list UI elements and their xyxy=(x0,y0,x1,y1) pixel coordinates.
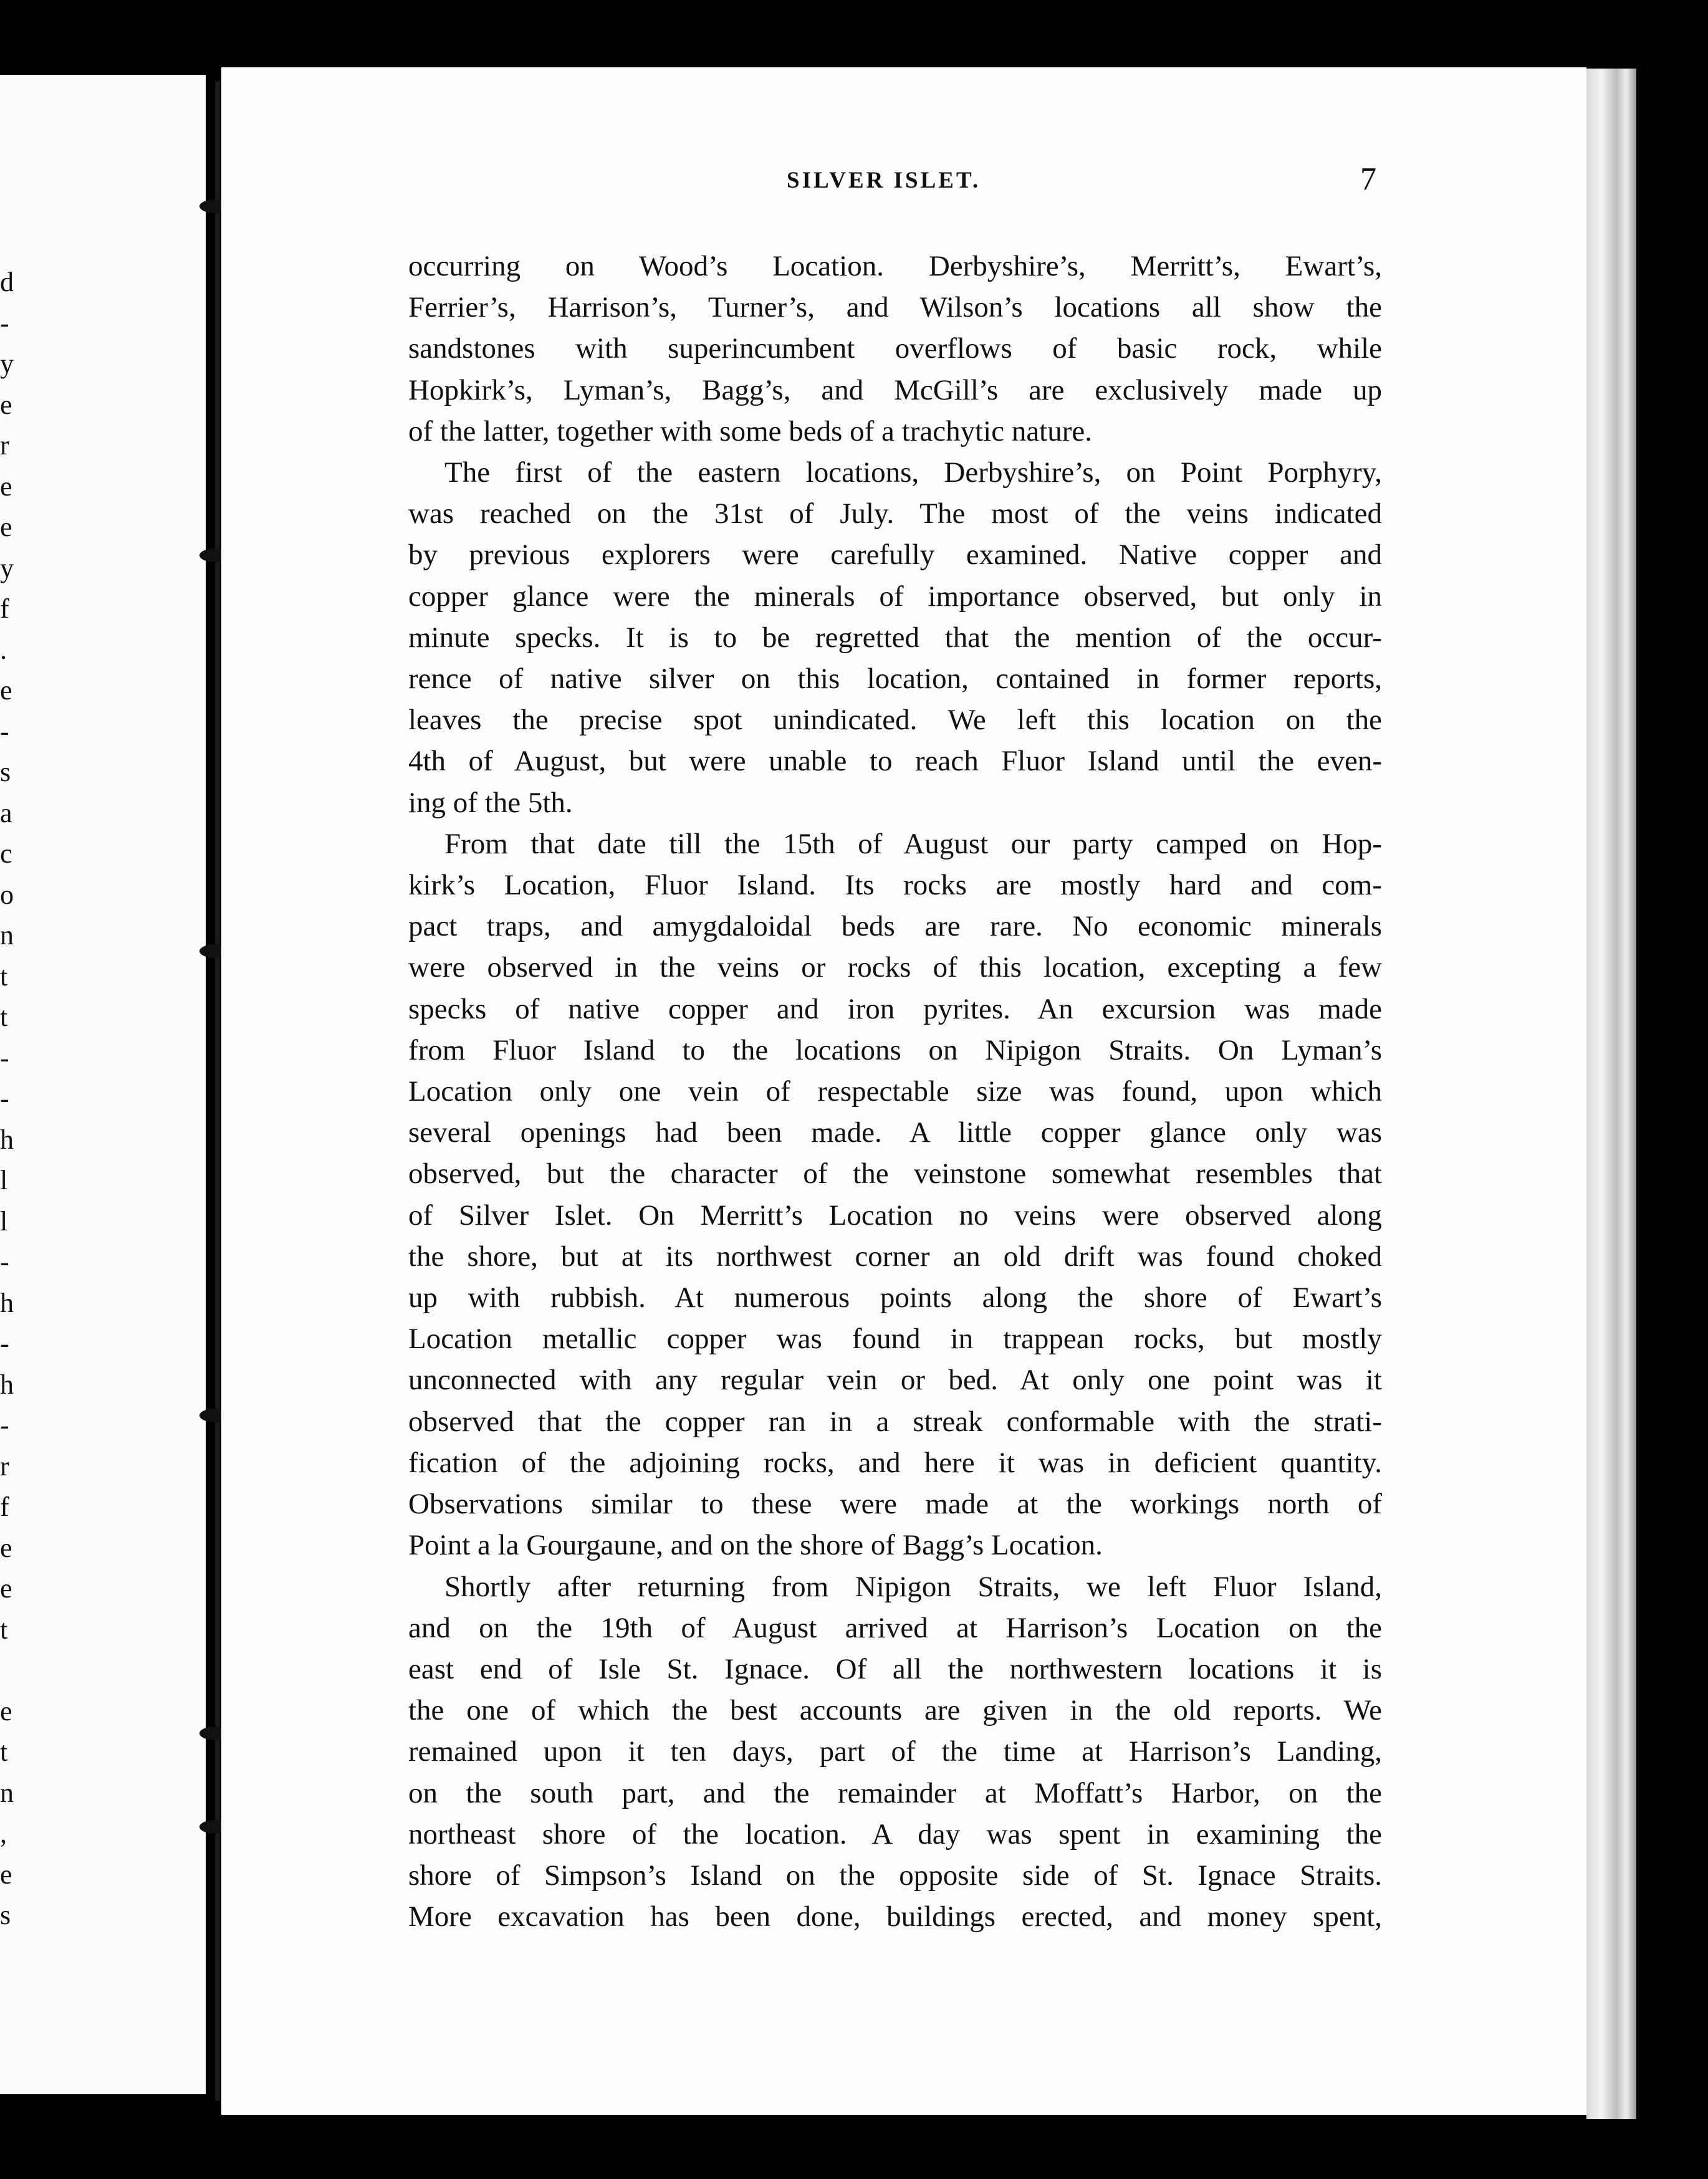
running-head: SILVER ISLET. xyxy=(787,168,981,193)
facing-page-char: t xyxy=(0,960,8,992)
facing-page-char: e xyxy=(0,471,12,502)
facing-page-char: e xyxy=(0,1859,12,1890)
facing-page-char: l xyxy=(0,1165,8,1195)
text-line: Hopkirk’s, Lyman’s, Bagg’s, and McGill’s are exclusively made up xyxy=(408,373,1382,406)
facing-page-char: - xyxy=(0,1328,9,1359)
facing-page-char: s xyxy=(0,1900,11,1930)
text-line: by previous explorers were carefully examined. Native copper and xyxy=(408,539,1382,572)
text-line: remained upon it ten days, part of the time at Harrison’s Landing, xyxy=(408,1735,1382,1768)
facing-page-char: l xyxy=(0,1205,8,1237)
facing-page-char: e xyxy=(0,389,12,420)
facing-page-char: - xyxy=(0,1247,9,1277)
text-line: observed that the copper ran in a streak conformable with the strati- xyxy=(408,1405,1382,1438)
text-line: was reached on the 31st of July. The most of the veins indicated xyxy=(408,497,1382,530)
text-line: From that date till the 15th of August our party camped on Hop- xyxy=(444,827,1382,860)
facing-page-char: , xyxy=(0,1818,7,1849)
binding-gutter xyxy=(215,81,220,2100)
text-line: the shore, but at its northwest corner an old drift was found choked xyxy=(408,1240,1382,1273)
facing-page-char: y xyxy=(0,552,14,583)
text-line: Location metallic copper was found in trappean rocks, but mostly xyxy=(408,1323,1382,1356)
facing-page-char: - xyxy=(0,1083,9,1114)
facing-page-char: f xyxy=(0,593,9,624)
text-line: 4th of August, but were unable to reach Fluor Island until the even- xyxy=(408,745,1382,778)
text-line: rence of native silver on this location, contained in former reports, xyxy=(408,663,1382,696)
text-line: several openings had been made. A little copper glance only was xyxy=(408,1116,1382,1149)
text-line: observed, but the character of the veinstone somewhat resembles that xyxy=(408,1157,1382,1190)
paragraph xyxy=(408,452,1382,823)
facing-page-char: h xyxy=(0,1124,14,1155)
facing-page-char: - xyxy=(0,1410,9,1440)
text-line: Ferrier’s, Harrison’s, Turner’s, and Wilson’s locations all show the xyxy=(408,291,1382,324)
facing-page-char: - xyxy=(0,1042,9,1073)
facing-page-char: r xyxy=(0,430,9,461)
text-line: Point a la Gourgaune, and on the shore of Bagg’s Location. xyxy=(408,1529,1103,1562)
text-line: kirk’s Location, Fluor Island. Its rocks are mostly hard and com- xyxy=(408,869,1382,902)
facing-page-char: n xyxy=(0,1777,14,1808)
text-line: up with rubbish. At numerous points along the shore of Ewart’s xyxy=(408,1281,1382,1315)
facing-page-char: n xyxy=(0,920,14,951)
text-line: fication of the adjoining rocks, and here it was in deficient quantity. xyxy=(408,1446,1382,1479)
text-line: sandstones with superincumbent overflows of basic rock, while xyxy=(408,332,1382,365)
page-stack-edge xyxy=(1586,69,1636,2119)
text-line: northeast shore of the location. A day was spent in examining the xyxy=(408,1817,1382,1851)
facing-page-char: a xyxy=(0,797,12,828)
facing-page-char: c xyxy=(0,838,12,869)
text-line: unconnected with any regular vein or bed. At only one point was it xyxy=(408,1364,1382,1397)
facing-page-char: d xyxy=(0,267,14,297)
facing-page-char: h xyxy=(0,1369,14,1400)
text-line: on the south part, and the remainder at Moffatt’s Harbor, on the xyxy=(408,1776,1382,1809)
facing-page-char: e xyxy=(0,512,12,542)
text-line: east end of Isle St. Ignace. Of all the northwestern locations it is xyxy=(408,1652,1382,1685)
text-line: copper glance were the minerals of importance observed, but only in xyxy=(408,580,1382,613)
facing-page-char: s xyxy=(0,757,11,787)
facing-page-char: e xyxy=(0,1695,12,1726)
paragraph xyxy=(408,1566,1382,1938)
text-line: Shortly after returning from Nipigon Straits, we left Fluor Island, xyxy=(444,1570,1382,1603)
page-number: 7 xyxy=(1360,161,1376,197)
facing-page-char: . xyxy=(0,634,7,665)
text-line: the one of which the best accounts are given in the old reports. We xyxy=(408,1694,1382,1727)
text-line: were observed in the veins or rocks of this location, excepting a few xyxy=(408,951,1382,984)
text-line: occurring on Wood’s Location. Derbyshire’s, Merritt’s, Ewart’s, xyxy=(408,250,1382,282)
facing-page-edge xyxy=(0,75,206,2094)
facing-page-char: - xyxy=(0,716,9,747)
facing-page-char: - xyxy=(0,307,9,338)
facing-page-char: t xyxy=(0,1614,8,1645)
text-line: Observations similar to these were made at the workings north of xyxy=(408,1488,1382,1521)
facing-page-char: f xyxy=(0,1492,9,1522)
facing-page-text-fragments xyxy=(0,262,25,1936)
text-line: ing of the 5th. xyxy=(408,786,573,819)
text-line: of the latter, together with some beds of a trachytic nature. xyxy=(408,414,1092,448)
facing-page-char: y xyxy=(0,348,14,379)
text-line: leaves the precise spot unindicated. We left this location on the xyxy=(408,704,1382,737)
text-line: from Fluor Island to the locations on Nipigon Straits. On Lyman’s xyxy=(408,1033,1382,1066)
facing-page-char: e xyxy=(0,1573,12,1604)
facing-page-char xyxy=(0,1650,25,1691)
text-line: minute specks. It is to be regretted that the mention of the occur- xyxy=(408,621,1382,654)
body-text xyxy=(408,246,1382,1937)
text-line: and on the 19th of August arrived at Harrison’s Location on the xyxy=(408,1611,1382,1644)
facing-page-char: t xyxy=(0,1736,8,1767)
paragraph xyxy=(408,823,1382,1566)
text-line: The first of the eastern locations, Derbyshire’s, on Point Porphyry, xyxy=(444,456,1382,489)
facing-page-char: t xyxy=(0,1002,8,1032)
facing-page-char: e xyxy=(0,1532,12,1563)
text-line: pact traps, and amygdaloidal beds are rare. No economic minerals xyxy=(408,910,1382,943)
text-line: More excavation has been done, buildings erected, and money spent, xyxy=(408,1900,1382,1933)
text-line: of Silver Islet. On Merritt’s Location no veins were observed along xyxy=(408,1199,1382,1232)
facing-page-char: e xyxy=(0,675,12,706)
facing-page-char: r xyxy=(0,1450,9,1482)
facing-page-char: o xyxy=(0,879,14,910)
text-line: specks of native copper and iron pyrites. An excursion was made xyxy=(408,992,1382,1025)
text-line: shore of Simpson’s Island on the opposite side of St. Ignace Straits. xyxy=(408,1859,1382,1892)
text-line: Location only one vein of respectable size was found, upon which xyxy=(408,1075,1382,1108)
paragraph xyxy=(408,246,1382,452)
facing-page-char: h xyxy=(0,1287,14,1318)
